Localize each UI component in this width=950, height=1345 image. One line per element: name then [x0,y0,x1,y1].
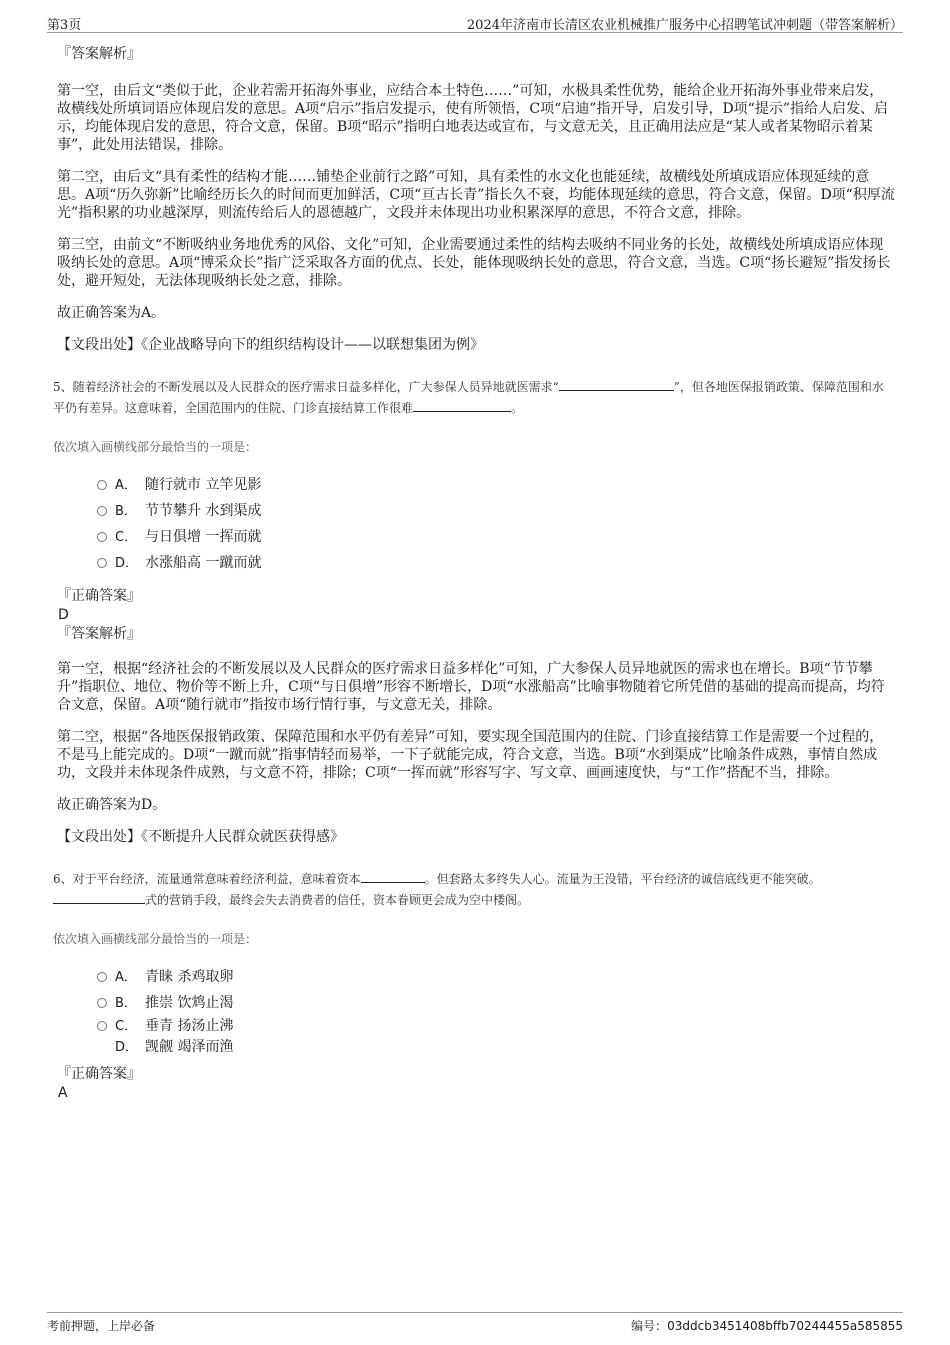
analysis-label: 『答案解析』 [57,46,141,62]
option-b[interactable]: B． 推崇 饮鸩止渴 [97,990,895,1016]
source-title: 《不断提升人民群众就医获得感》 [141,829,344,845]
blank-line [361,868,425,883]
radio-icon[interactable] [97,1021,107,1031]
source-label: 【文段出处】 [57,337,141,353]
correct-answer-label: 『正确答案』 [57,588,141,604]
blank-line [559,376,674,391]
analysis-conclusion: 故正确答案为D。 [57,797,167,813]
option-c[interactable]: C． 垂青 扬汤止沸 [97,1016,895,1037]
question-instruction: 依次填入画横线部分最恰当的一项是： [53,440,258,454]
analysis-conclusion: 故正确答案为A。 [57,305,166,321]
option-c[interactable]: C． 与日俱增 一挥而就 [97,524,895,550]
blank-line [53,889,145,904]
options-list [97,964,895,1058]
analysis-paragraph: 第二空，根据“各地医保报销政策、保障范围和水平仍有差异”可知，要实现全国范围内的住院、门诊直接结算工作是需要一个过程的，不是马上能完成的。D项“一蹴而就”指事情轻而易举，一下子就能完成，符合文意，当选。B项“水到渠成”比喻条件成熟，事情自然成功，文段并未体现条件成熟，与文意不符，排除；C项“一挥而就”形容写字、写文章、画画速度快，与“工作”搭配不当，排除。 [57,729,884,781]
analysis-paragraph: 第三空，由前文“不断吸纳业务地优秀的风俗、文化”可知，企业需要通过柔性的结构去吸纳不同业务的长处，故横线处所填成语应体现吸纳长处的意思。A项“博采众长”指广泛采取各方面的优点、长处，能体现吸纳长处的意思，符合文意，当选。C项“扬长避短”指发扬长处，避开短处，无法体现吸纳长处之意，排除。 [57,237,891,289]
source-citation [57,336,895,354]
options-list [97,472,895,576]
radio-icon[interactable] [97,532,107,542]
radio-icon[interactable] [97,506,107,516]
source-citation [57,828,895,846]
option-a[interactable]: A． 随行就市 立竿见影 [97,472,895,498]
analysis-paragraph: 第二空，由后文“具有柔性的结构才能……铺垫企业前行之路”可知，具有柔性的水文化也能延续，故横线处所填成语应体现延续的意思。A项“历久弥新”比喻经历长久的时间而更加鲜活，C项“亘古长青”指长久不衰，均能体现延续的意思，符合文意，保留。D项“积厚流光”指积累的功业越深厚，则流传给后人的恩德越广，文段并未体现出功业积累深厚的意思，不符合文意，排除。 [57,169,895,221]
question-5: 5、随着经济社会的不断发展以及人民群众的医疗需求日益多样化，广大参保人员异地就医需求“ ”，但各地医保报销政策、保障范围和水平仍有差异。这意味着，全国范围内的住院、门诊直接结算工作很难 。 [53,376,895,418]
radio-icon[interactable] [97,972,107,982]
page-header [47,12,903,33]
document-id: 编号：03ddcb3451408bffb70244455a585855 [631,1319,903,1333]
document-title: 2024年济南市长清区农业机械推广服务中心招聘笔试冲刺题（带答案解析） [466,18,903,33]
source-title: 《企业战略导向下的组织结构设计——以联想集团为例》 [141,337,484,353]
analysis-paragraph: 第一空，根据“经济社会的不断发展以及人民群众的医疗需求日益多样化”可知，广大参保人员异地就医的需求也在增长。B项“节节攀升”指职位、地位、物价等不断上升，C项“与日俱增”形容不断增长，D项“水涨船高”比喻事物随着它所凭借的基础的提高而提高，均符合文意，保留。A项“随行就市”指按市场行情行事，与文意无关，排除。 [57,661,885,713]
option-a[interactable]: A． 青睐 杀鸡取卵 [97,964,895,990]
radio-icon[interactable] [97,998,107,1008]
correct-answer-value: D [58,607,69,623]
page-number: 第3页 [47,18,82,33]
option-d[interactable]: D． 水涨船高 一蹴而就 [97,550,895,576]
radio-icon[interactable] [97,558,107,568]
question-instruction: 依次填入画横线部分最恰当的一项是： [53,932,258,946]
radio-icon[interactable] [97,480,107,490]
analysis-paragraph: 第一空，由后文“类似于此，企业若需开拓海外事业，应结合本土特色……”可知，水极具柔性优势，能给企业开拓海外事业带来启发，故横线处所填词语应体现启发的意思。A项“启示”指启发提示，使有所领悟，C项“启迪”指开导，启发引导，D项“提示”指给人启发、启示，均能体现启发的意思，符合文意，保留。B项“昭示”指明白地表达或宣布，与文意无关，且正确用法应是“某人或者某物昭示着某事”，此处用法错误，排除。 [57,83,888,153]
question-6: 6、对于平台经济，流量通常意味着经济利益，意味着资本 。但套路太多终失人心。流量为王没错，平台经济的诚信底线更不能突破。式的营销手段，最终会失去消费者的信任，资本眷顾更会成为空中楼阁。 [53,868,895,910]
footer-slogan: 考前押题，上岸必备 [47,1319,156,1333]
source-label: 【文段出处】 [57,829,141,845]
correct-answer-value: A [58,1085,68,1101]
analysis-label: 『答案解析』 [57,626,141,642]
correct-answer-label: 『正确答案』 [57,1066,141,1082]
blank-line [413,397,511,412]
document-body [53,44,895,1102]
option-b[interactable]: B． 节节攀升 水到渠成 [97,498,895,524]
page-footer [47,1312,903,1335]
option-d[interactable]: D． 觊觎 竭泽而渔 [115,1039,234,1055]
